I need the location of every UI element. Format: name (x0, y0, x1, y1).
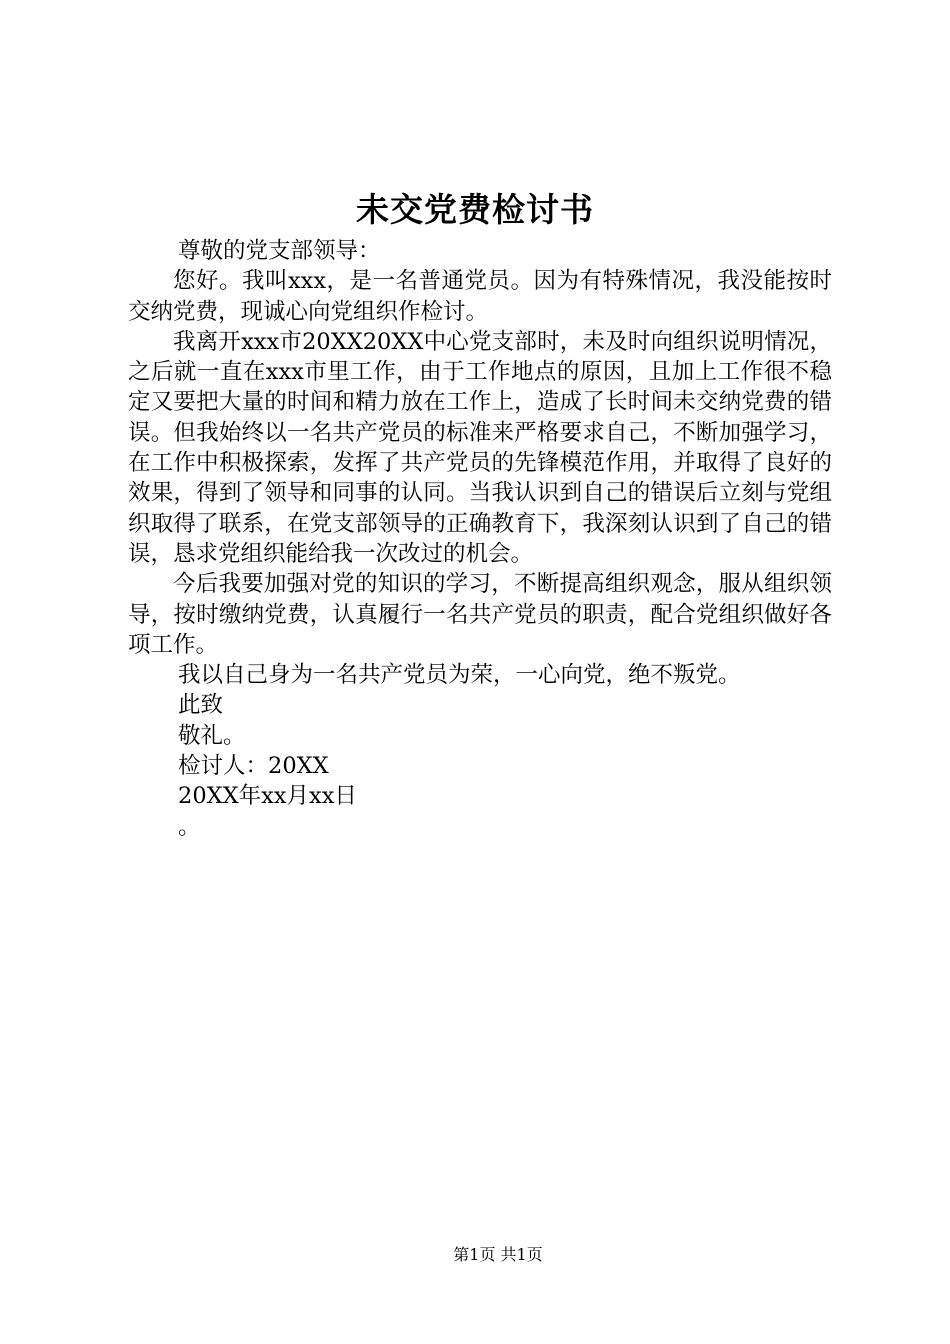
closing-statement: 我以自己身为一名共产党员为荣，一心向党，绝不叛党。 (178, 662, 741, 689)
end-mark: 。 (178, 813, 201, 840)
signer: 检讨人：20XX (178, 753, 329, 780)
document-title: 未交党费检讨书 (356, 190, 594, 229)
closing-salute-1: 此致 (178, 692, 224, 719)
date: 20XX年xx月xx日 (178, 783, 357, 810)
salutation: 尊敬的党支部领导： (178, 238, 381, 264)
paragraph-2: 我离开xxx市20XX20XX中心党支部时，未及时向组织说明情况，之后就一直在xxx市里工作，由于工作地点的原因，且加上工作很不稳定又要把大量的时间和精力放在工作上，造成了长时间未交纳党费的错误。但我始终以一名共产党员的标准来严格要求自己，不断加强学习，在工作中积极探索，发挥了共产党员的先锋模范作用，并取得了良好的效果，得到了领导和同事的认同。当我认识到自己的错误后立刻与党组织取得了联系，在党支部领导的正确教育下，我深刻认识到了自己的错误，恳求党组织能给我一次改过的机会。 (128, 328, 832, 567)
page-footer: 第1页 共1页 (453, 1245, 543, 1264)
document-body (128, 236, 832, 842)
paragraph-3: 今后我要加强对党的知识的学习，不断提高组织观念，服从组织领导，按时缴纳党费，认真履行一名共产党员的职责，配合党组织做好各项工作。 (128, 571, 832, 658)
closing-salute-2: 敬礼。 (178, 722, 246, 749)
paragraph-1: 您好。我叫xxx，是一名普通党员。因为有特殊情况，我没能按时交纳党费，现诚心向党组织作检讨。 (128, 268, 832, 325)
